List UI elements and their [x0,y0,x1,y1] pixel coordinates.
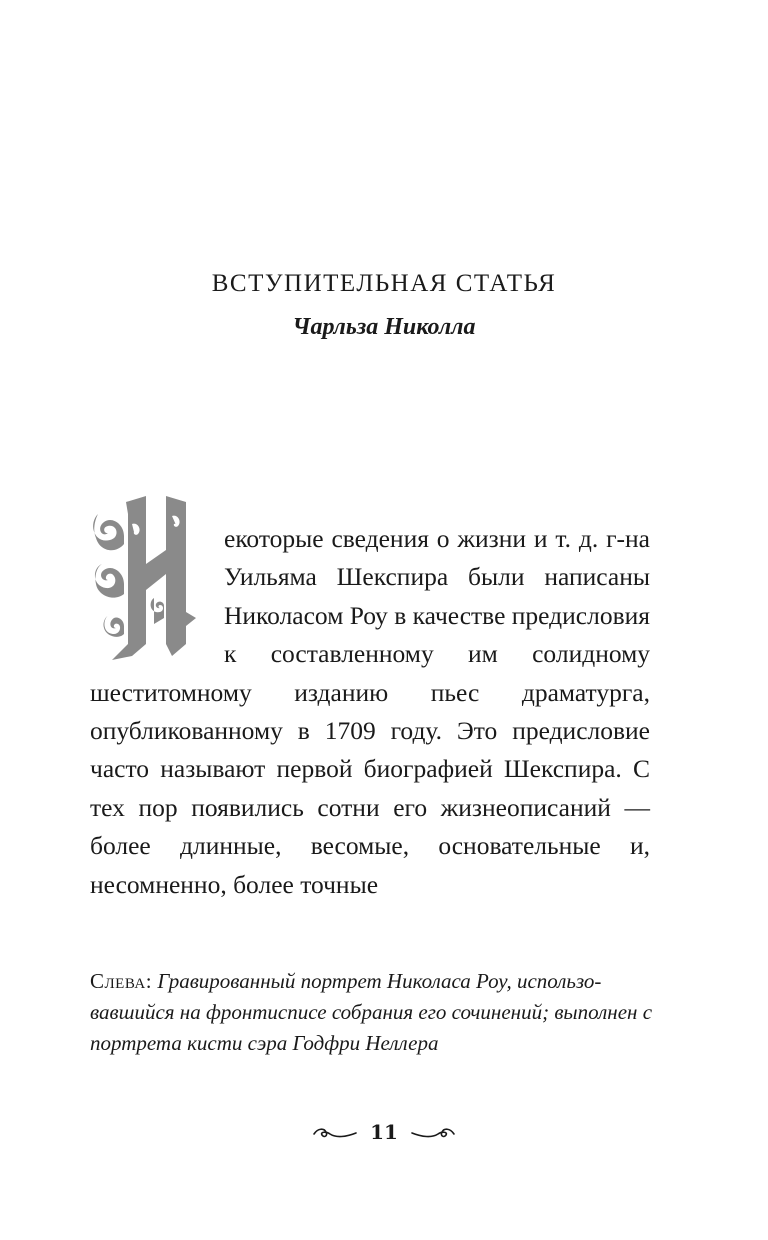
caption-lead: Слева: [90,969,153,993]
decorative-dropcap [88,494,216,646]
caption-text: Гравированный портрет Николаса Роу, использовавшийся на фронтисписе собрания его сочинений; выполнен с портрета кисти сэра Годфри Неллера [90,969,653,1055]
right-flourish-icon [410,1122,456,1142]
chapter-author: Чарльза Николла [292,314,476,340]
chapter-heading: ВСТУПИТЕЛЬНАЯ СТАТЬЯ [211,270,557,297]
body-paragraph [90,520,650,904]
body-text: екоторые сведения о жизни и т. д. г-на Уильяма Шекспира были написаны Николасом Роу в качестве предисловия к составленному им солидному шеститомному изданию пьес драматурга, опубликованному в 1709 году. Это предисловие часто называют первой биографией Шекспира. С тех пор появились сотни его жизнеописаний — более длинные, весомые, основательные и, несомненно, более точные [90,524,650,899]
page-number: 11 [370,1120,398,1144]
left-flourish-icon [312,1122,358,1142]
ornate-letter-n-icon [88,494,216,666]
image-caption [90,966,660,1059]
page-footer [0,1117,768,1147]
